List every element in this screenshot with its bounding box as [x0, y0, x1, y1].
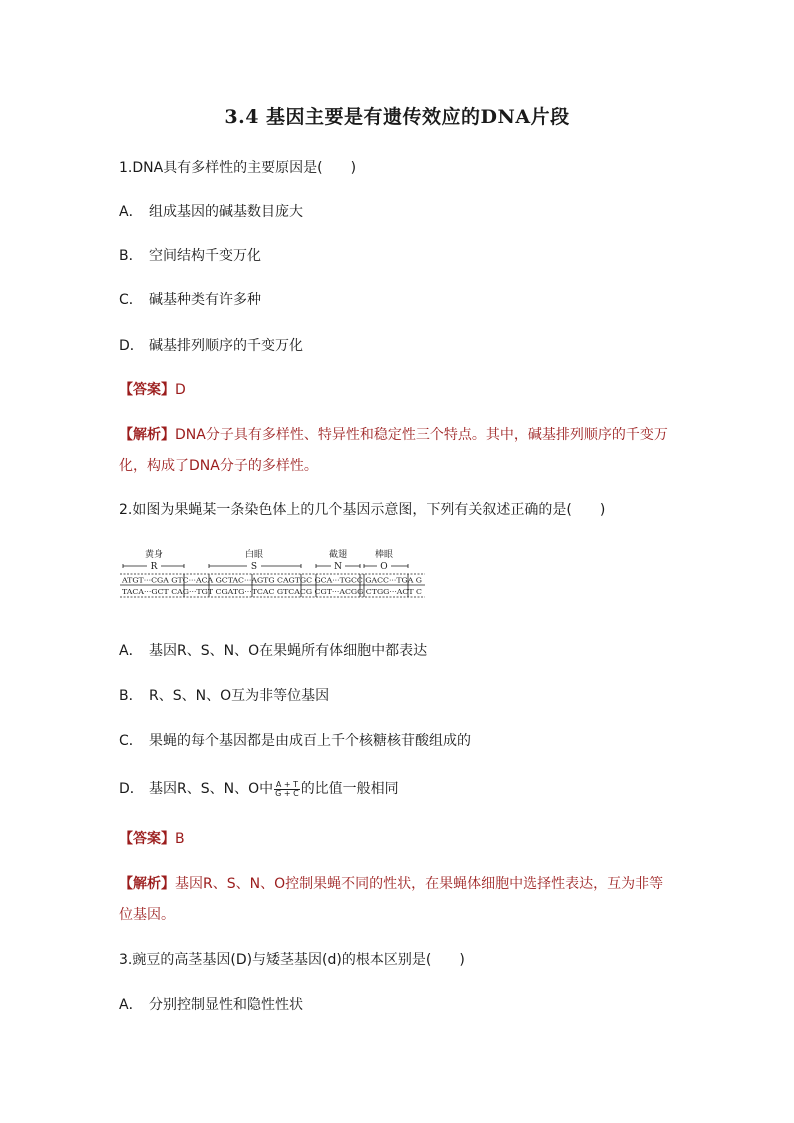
- option-letter: C．: [119, 733, 143, 749]
- question-1-analysis-cont: 化，构成了DNA分子的多样性。: [119, 458, 318, 474]
- question-1-option-b: [119, 246, 261, 266]
- option-text: R、S、N、O互为非等位基因: [149, 688, 330, 704]
- gene-symbol-r: R: [150, 562, 158, 572]
- gene-symbol-o: O: [380, 562, 388, 572]
- option-text: 空间结构千变万化: [149, 248, 261, 264]
- analysis-tag: 【解析】: [119, 427, 175, 443]
- option-letter: C．: [119, 292, 143, 308]
- question-2-stem: 2.如图为果蝇某一条染色体上的几个基因示意图，下列有关叙述正确的是( ): [119, 502, 606, 518]
- gene-name-huangshen: 黄身: [144, 550, 164, 560]
- analysis-tag: 【解析】: [119, 876, 175, 892]
- answer-tag: 【答案】: [119, 831, 175, 847]
- option-text: 碱基排列顺序的千变万化: [149, 338, 303, 354]
- answer-tag: 【答案】: [119, 382, 175, 398]
- option-letter: B．: [119, 688, 143, 704]
- option-letter: A．: [119, 997, 143, 1013]
- option-text-after: 的比值一般相同: [300, 781, 399, 797]
- page-title: 3.4 基因主要是有遗传效应的DNA片段: [224, 106, 570, 128]
- gene-name-jiechi: 截翅: [328, 550, 348, 560]
- question-2-answer: [119, 829, 185, 849]
- gene-name-bangyan: 棒眼: [374, 550, 394, 560]
- gene-diagram: [120, 544, 425, 606]
- option-text: 果蝇的每个基因都是由成百上千个核糖核苷酸组成的: [149, 733, 471, 749]
- option-letter: A．: [119, 204, 143, 220]
- dna-top-strand: ATGT···CGA GTC···ACA GCTAC···AGTG CAGTGC GCA···TGCC GACC···TGA G: [120, 577, 422, 585]
- option-text: 组成基因的碱基数目庞大: [149, 204, 303, 220]
- question-2-analysis: [119, 874, 663, 894]
- option-letter: D．: [119, 781, 144, 797]
- ratio-fraction: [274, 781, 300, 798]
- option-text: 基因R、S、N、O在果蝇所有体细胞中都表达: [149, 643, 428, 659]
- question-2-option-d: [119, 779, 399, 799]
- analysis-text: 基因R、S、N、O控制果蝇不同的性状，在果蝇体细胞中选择性表达，互为非等: [175, 876, 664, 892]
- gene-name-baiyan: 白眼: [244, 550, 264, 560]
- question-1-stem: 1.DNA具有多样性的主要原因是( ): [119, 160, 357, 176]
- option-text: 碱基种类有许多种: [149, 292, 261, 308]
- option-letter: B．: [119, 248, 143, 264]
- gene-symbol-s: S: [250, 562, 258, 572]
- question-1-option-a: [119, 202, 303, 222]
- option-text-before: 基因R、S、N、O中: [149, 781, 274, 797]
- question-3-option-a: [119, 995, 303, 1015]
- question-1-option-d: [119, 336, 303, 356]
- question-2-analysis-cont: 位基因。: [119, 907, 175, 923]
- dna-bottom-strand: TACA···GCT CAG···TGT CGATG···TCAC GTCACG CGT···ACGG CTGG···ACT C: [122, 589, 423, 596]
- fraction-numerator: A + T: [275, 779, 298, 789]
- option-letter: A．: [119, 643, 143, 659]
- gene-symbol-n: N: [334, 562, 342, 572]
- question-1-analysis: [119, 425, 668, 445]
- option-text: 分别控制显性和隐性性状: [149, 997, 303, 1013]
- option-letter: D．: [119, 338, 144, 354]
- question-2-option-b: [119, 686, 329, 706]
- question-2-option-a: [119, 641, 427, 661]
- answer-value: D: [175, 382, 186, 398]
- question-1-answer: [119, 380, 186, 400]
- answer-value: B: [175, 831, 185, 847]
- question-3-stem: 3.豌豆的高茎基因(D)与矮茎基因(d)的根本区别是( ): [119, 952, 465, 968]
- fraction-denominator: G + C: [275, 788, 299, 798]
- question-2-option-c: [119, 731, 471, 751]
- analysis-text: DNA分子具有多样性、特异性和稳定性三个特点。其中，碱基排列顺序的千变万: [175, 427, 668, 443]
- question-1-option-c: [119, 290, 261, 310]
- gene-span-arrows: [123, 564, 408, 568]
